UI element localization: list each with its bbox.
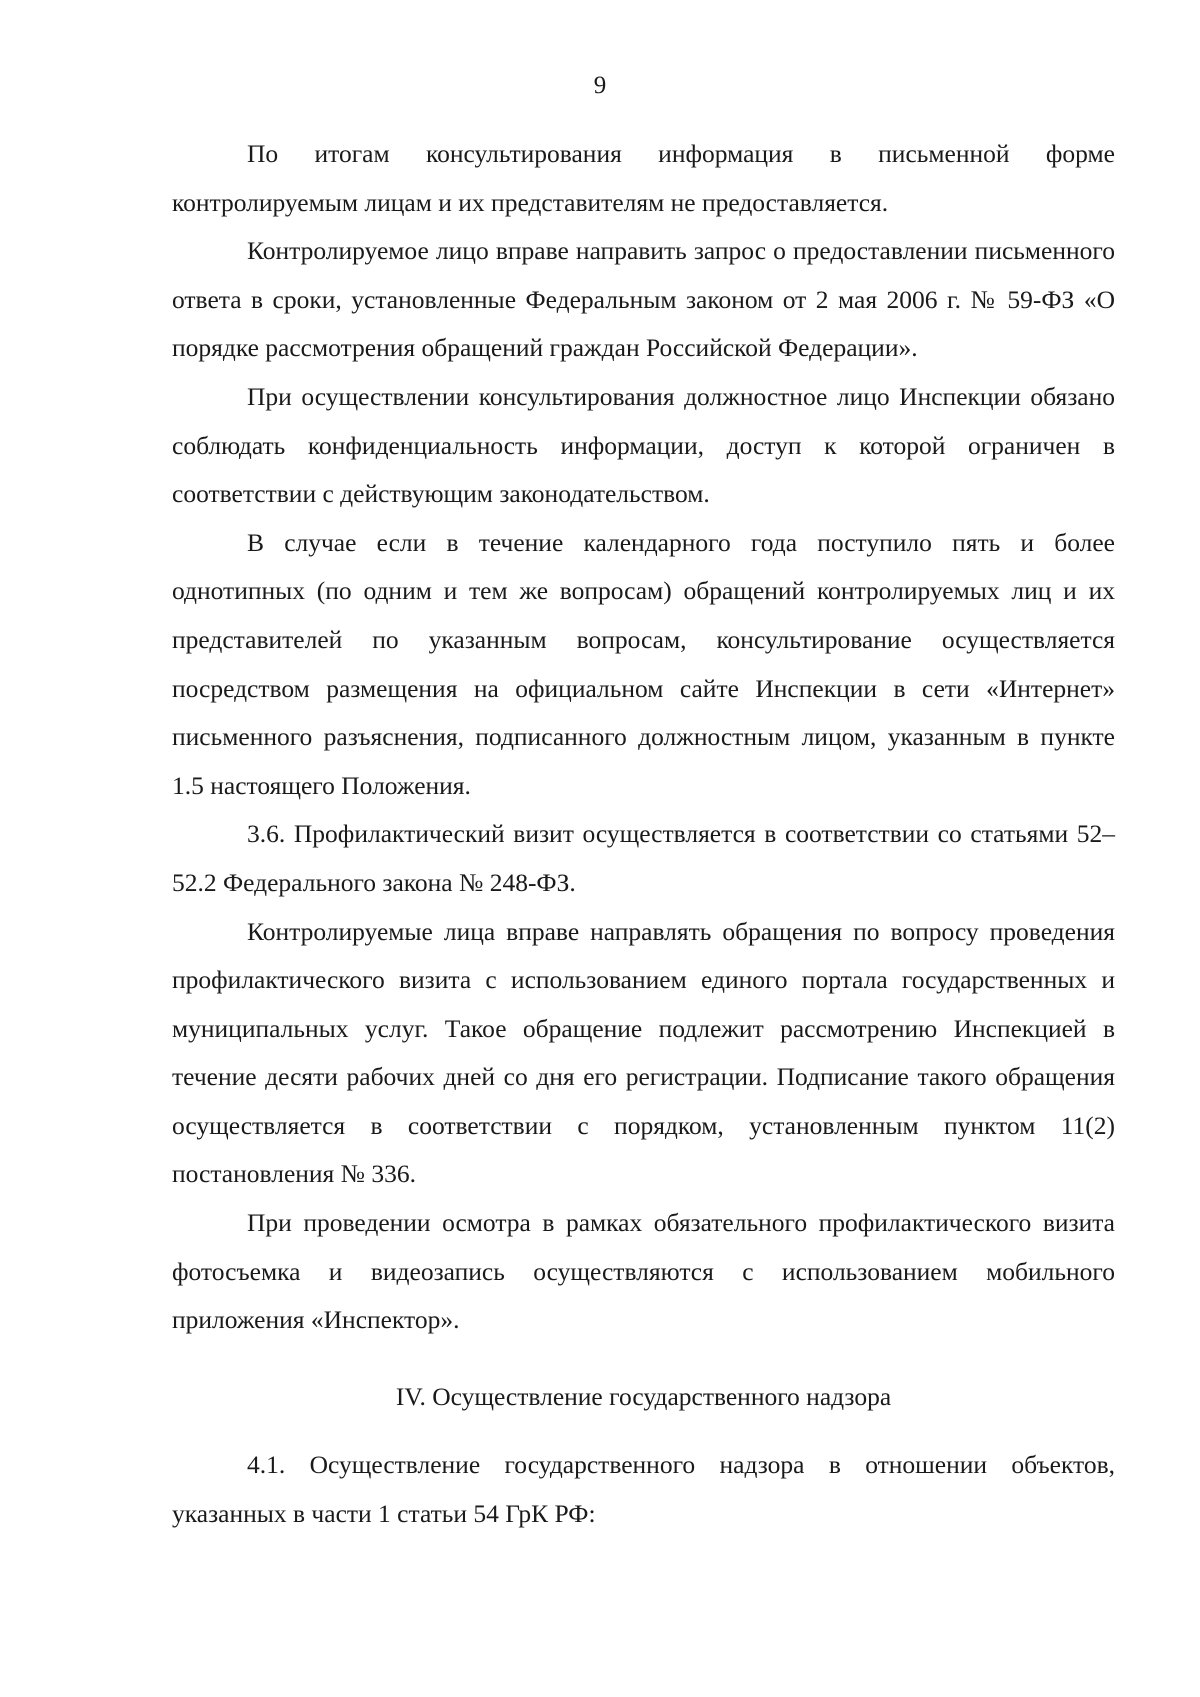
document-body: [172, 130, 1115, 1539]
paragraph: Контролируемые лица вправе направлять обращения по вопросу проведения профилактического визита с использованием единого портала государственных и муниципальных услуг. Такое обращение подлежит рассмотрению Инспекцией в течение десяти рабочих дней со дня его регистрации. Подписание такого обращения осуществляется в соответствии с порядком, установленным пунктом 11(2) постановления № 336.: [172, 916, 1115, 1189]
paragraph: 4.1. Осуществление государственного надзора в отношении объектов, указанных в части 1 статьи 54 ГрК РФ:: [172, 1450, 1115, 1529]
paragraph: 3.6. Профилактический визит осуществляется в соответствии со статьями 52–52.2 Федерального закона № 248-ФЗ.: [172, 819, 1115, 897]
paragraph: В случае если в течение календарного года поступило пять и более однотипных (по одним и тем же вопросам) обращений контролируемых лиц и их представителей по указанным вопросам, консультирование осуществляется посредством размещения на официальном сайте Инспекции в сети «Интернет» письменного разъяснения, подписанного должностным лицом, указанным в пункте 1.5 настоящего Положения.: [172, 527, 1115, 800]
paragraph: По итогам консультирования информация в письменной форме контролируемым лицам и их представителям не предоставляется.: [172, 139, 1115, 217]
paragraph: Контролируемое лицо вправе направить запрос о предоставлении письменного ответа в сроки, установленные Федеральным законом от 2 мая 2006 г. № 59-ФЗ «О порядке рассмотрения обращений граждан Российской Федерации».: [172, 236, 1115, 363]
page-number: 9: [593, 72, 607, 99]
paragraph: При проведении осмотра в рамках обязательного профилактического визита фотосъемка и видеозапись осуществляются с использованием мобильного приложения «Инспектор».: [172, 1208, 1115, 1335]
section-heading: IV. Осуществление государственного надзора: [395, 1381, 892, 1411]
paragraph: При осуществлении консультирования должностное лицо Инспекции обязано соблюдать конфиденциальность информации, доступ к которой ограничен в соответствии с действующим законодательством.: [172, 381, 1115, 509]
